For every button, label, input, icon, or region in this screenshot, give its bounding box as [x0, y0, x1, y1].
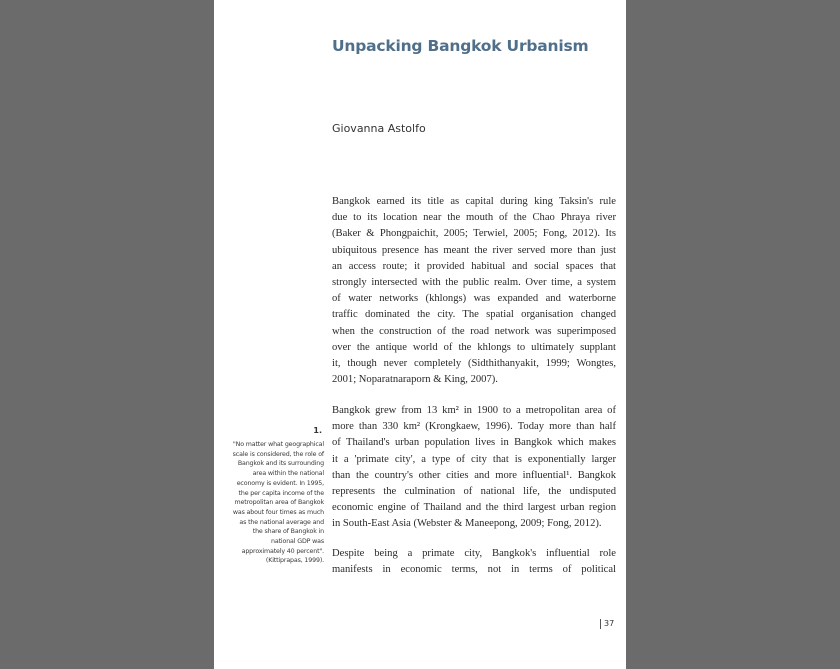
paragraph-2 [332, 403, 616, 533]
sidenote-line: as the national average and [239, 518, 324, 526]
sidenote-line: metropolitan area of Bangkok [234, 499, 324, 507]
paragraph-1-line: ubiquitous presence has meant the river served more than just [332, 244, 616, 256]
sidenote-number: 1. [313, 426, 322, 435]
paragraph-2-line: than the country's other cities and more influential¹. Bangkok [332, 469, 616, 481]
author-name: Giovanna Astolfo [332, 122, 426, 135]
paragraph-1-line: traffic dominated the city. The spatial organisation changed [332, 309, 616, 321]
paragraph-1-line: when the construction of the road network was superimposed [332, 325, 616, 337]
paragraph-2-line: in South-East Asia (Webster & Maneepong, 2009; Fong, 2012). [332, 518, 602, 530]
paragraph-1-line: an access route; it provided habitual and social spaces that [332, 260, 616, 272]
paragraph-2-line: economic engine of Thailand and the third largest urban region [332, 502, 616, 514]
paragraph-1-line: due to its location near the mouth of the Chao Phraya river [332, 212, 616, 224]
paragraph-1-line: 2001; Noparatnaraporn & King, 2007). [332, 374, 498, 386]
sidenote-line: national GDP was [271, 538, 324, 546]
sidenote-line: (Kittiprapas, 1999). [265, 557, 324, 565]
paragraph-1-line: it, though never completely (Sidthithanyakit, 1999; Wongtes, [332, 358, 616, 370]
sidenote-line: approximately 40 percent". [241, 547, 324, 555]
paragraph-2-line: Bangkok grew from 13 km² in 1900 to a metropolitan area of [332, 405, 616, 416]
paragraph-3 [332, 546, 616, 578]
sidenote-line: Bangkok and its surrounding [237, 460, 324, 468]
sidenote-line: economy is evident. In 1995, [236, 479, 324, 487]
sidenote-line: the share of Bangkok in [252, 528, 324, 536]
paragraph-1-line: (Baker & Phongpaichit, 2005; Terwiel, 2005; Fong, 2012). Its [332, 228, 616, 240]
sidenote-line: area within the national [252, 470, 324, 478]
sidenote-line: "No matter what geographical [232, 441, 324, 448]
sidenote-line: scale is considered, the role of [232, 450, 324, 458]
paragraph-3-line: manifests in economic terms, not in terms of political [332, 564, 616, 576]
paragraph-3-line: Despite being a primate city, Bangkok's influential role [332, 548, 616, 559]
chapter-title: Unpacking Bangkok Urbanism [332, 37, 589, 55]
paragraph-1-line: strongly intersected with the public realm. Over time, a system [332, 277, 616, 289]
paragraph-2-line: of Thailand's urban population lives in Bangkok which makes [332, 437, 616, 449]
paragraph-2-line: more than 330 km² (Krongkaew, 1996). Today more than half [332, 421, 616, 433]
paragraph-1 [332, 194, 616, 388]
paragraph-2-line: it a 'primate city', a type of city that is exponentially larger [332, 453, 616, 465]
paragraph-1-line: of water networks (khlongs) was expanded and waterborne [332, 293, 616, 305]
sidenote-line: the per capita income of the [238, 489, 324, 497]
paragraph-2-line: represents the culmination of national life, the undisputed [332, 486, 616, 498]
page-number: 37 [600, 619, 614, 629]
sidenote [222, 440, 324, 566]
paragraph-1-line: over the antique world of the khlongs to ultimately supplant [332, 341, 616, 353]
sidenote-line: was about four times as much [232, 508, 324, 516]
paragraph-1-line: Bangkok earned its title as capital during king Taksin's rule [332, 196, 616, 207]
